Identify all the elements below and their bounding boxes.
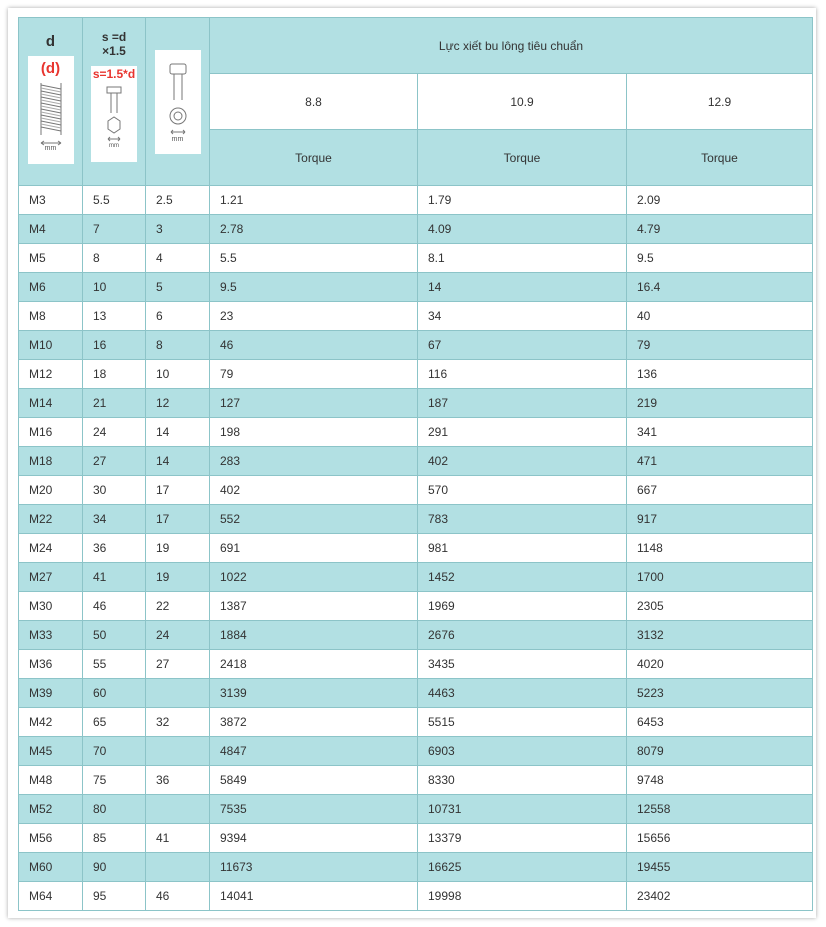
cell-torque-10-9: 783 [418,505,627,534]
cell-s: 46 [83,592,146,621]
cell-size: M24 [19,534,83,563]
table-row [19,563,813,592]
cell-s: 27 [83,447,146,476]
cell-torque-12-9: 40 [627,302,813,331]
cell-torque-8-8: 5.5 [210,244,418,273]
table-title: Lực xiết bu lông tiêu chuẩn [210,18,813,74]
cell-torque-10-9: 13379 [418,824,627,853]
cell-k [146,853,210,882]
cell-size: M14 [19,389,83,418]
cell-torque-12-9: 12558 [627,795,813,824]
cell-size: M64 [19,882,83,911]
cell-size: M36 [19,650,83,679]
cell-torque-8-8: 1884 [210,621,418,650]
cell-k: 32 [146,708,210,737]
table-row [19,766,813,795]
cell-torque-10-9: 10731 [418,795,627,824]
table-row [19,505,813,534]
torque-label-12-9: Torque [627,130,813,186]
cell-torque-8-8: 1022 [210,563,418,592]
table-card [8,8,816,918]
cell-torque-12-9: 6453 [627,708,813,737]
cell-torque-8-8: 9394 [210,824,418,853]
grade-header-10-9: 10.9 [418,74,627,130]
table-row [19,447,813,476]
cell-torque-12-9: 16.4 [627,273,813,302]
cell-k: 2.5 [146,186,210,215]
table-row [19,853,813,882]
cell-s: 80 [83,795,146,824]
table-row [19,737,813,766]
table-row [19,679,813,708]
cell-k: 17 [146,505,210,534]
cell-torque-12-9: 9.5 [627,244,813,273]
cell-size: M33 [19,621,83,650]
table-row [19,302,813,331]
cell-torque-10-9: 8330 [418,766,627,795]
s-image-label: s=1.5*d [92,67,136,81]
cell-s: 65 [83,708,146,737]
cell-size: M60 [19,853,83,882]
cell-torque-8-8: 11673 [210,853,418,882]
table-row [19,621,813,650]
cell-torque-10-9: 402 [418,447,627,476]
cell-torque-12-9: 667 [627,476,813,505]
cell-s: 30 [83,476,146,505]
cell-torque-12-9: 8079 [627,737,813,766]
cell-torque-8-8: 2.78 [210,215,418,244]
cell-s: 75 [83,766,146,795]
cell-size: M4 [19,215,83,244]
cell-s: 70 [83,737,146,766]
cell-torque-8-8: 198 [210,418,418,447]
cell-torque-8-8: 127 [210,389,418,418]
grade-header-8-8: 8.8 [210,74,418,130]
cell-torque-8-8: 1387 [210,592,418,621]
cell-k: 27 [146,650,210,679]
cell-k [146,795,210,824]
cell-size: M8 [19,302,83,331]
cell-torque-10-9: 3435 [418,650,627,679]
cell-torque-10-9: 187 [418,389,627,418]
cell-torque-12-9: 219 [627,389,813,418]
cell-torque-10-9: 1452 [418,563,627,592]
cell-torque-8-8: 691 [210,534,418,563]
cell-size: M45 [19,737,83,766]
col-header-s [83,18,146,186]
cell-s: 95 [83,882,146,911]
cell-torque-8-8: 3139 [210,679,418,708]
threaded-bolt-icon [28,56,74,164]
col-header-d [19,18,83,186]
torque-label-8-8: Torque [210,130,418,186]
cell-torque-10-9: 67 [418,331,627,360]
cell-size: M5 [19,244,83,273]
cell-size: M16 [19,418,83,447]
cell-torque-12-9: 917 [627,505,813,534]
cell-torque-10-9: 5515 [418,708,627,737]
table-row [19,795,813,824]
cell-torque-8-8: 7535 [210,795,418,824]
cell-torque-12-9: 136 [627,360,813,389]
cell-k: 24 [146,621,210,650]
table-row [19,476,813,505]
table-row [19,360,813,389]
cell-torque-8-8: 14041 [210,882,418,911]
cell-k [146,737,210,766]
cell-torque-10-9: 570 [418,476,627,505]
cell-torque-8-8: 283 [210,447,418,476]
cell-torque-12-9: 1148 [627,534,813,563]
cell-torque-10-9: 4.09 [418,215,627,244]
cell-size: M48 [19,766,83,795]
cell-torque-10-9: 16625 [418,853,627,882]
table-row [19,273,813,302]
cell-torque-12-9: 19455 [627,853,813,882]
cell-torque-12-9: 2305 [627,592,813,621]
cell-torque-12-9: 2.09 [627,186,813,215]
cell-k: 14 [146,418,210,447]
cell-s: 18 [83,360,146,389]
cell-size: M20 [19,476,83,505]
cell-s: 85 [83,824,146,853]
cell-k: 12 [146,389,210,418]
cell-torque-10-9: 14 [418,273,627,302]
cell-size: M30 [19,592,83,621]
cell-k: 3 [146,215,210,244]
cell-torque-8-8: 23 [210,302,418,331]
cell-s: 8 [83,244,146,273]
cell-s: 34 [83,505,146,534]
cell-torque-12-9: 9748 [627,766,813,795]
cell-torque-8-8: 1.21 [210,186,418,215]
cell-k: 36 [146,766,210,795]
cell-torque-10-9: 2676 [418,621,627,650]
cell-k: 46 [146,882,210,911]
d-label: d [45,33,56,50]
cell-size: M27 [19,563,83,592]
cell-torque-10-9: 981 [418,534,627,563]
cell-s: 41 [83,563,146,592]
cell-s: 13 [83,302,146,331]
cell-torque-12-9: 23402 [627,882,813,911]
table-row [19,708,813,737]
cell-s: 55 [83,650,146,679]
cell-s: 50 [83,621,146,650]
cell-k: 19 [146,563,210,592]
cell-torque-8-8: 9.5 [210,273,418,302]
cell-torque-10-9: 291 [418,418,627,447]
cell-torque-12-9: 79 [627,331,813,360]
cell-k: 14 [146,447,210,476]
torque-table [18,17,813,911]
cell-torque-8-8: 402 [210,476,418,505]
cell-size: M18 [19,447,83,476]
cell-torque-10-9: 4463 [418,679,627,708]
cell-k: 19 [146,534,210,563]
cell-torque-8-8: 5849 [210,766,418,795]
table-body [19,186,813,911]
col-header-k [146,18,210,186]
table-row [19,389,813,418]
cell-size: M3 [19,186,83,215]
cell-torque-12-9: 341 [627,418,813,447]
cell-k: 6 [146,302,210,331]
cell-s: 60 [83,679,146,708]
cell-size: M42 [19,708,83,737]
cell-torque-12-9: 5223 [627,679,813,708]
cell-k [146,679,210,708]
cell-s: 24 [83,418,146,447]
s-label-line1: s =d [101,30,127,44]
cell-k: 22 [146,592,210,621]
s-label-line2: ×1.5 [102,44,126,58]
cell-size: M39 [19,679,83,708]
cell-torque-12-9: 471 [627,447,813,476]
cell-torque-12-9: 1700 [627,563,813,592]
k-unit-label: mm [171,135,184,143]
cell-s: 7 [83,215,146,244]
cell-size: M10 [19,331,83,360]
table-row [19,824,813,853]
cell-torque-12-9: 4.79 [627,215,813,244]
table-row [19,186,813,215]
cell-s: 21 [83,389,146,418]
socket-head-bolt-icon [155,50,201,154]
cell-torque-10-9: 116 [418,360,627,389]
table-row [19,244,813,273]
cell-size: M52 [19,795,83,824]
cell-torque-12-9: 4020 [627,650,813,679]
cell-torque-10-9: 34 [418,302,627,331]
grade-header-12-9: 12.9 [627,74,813,130]
table-row [19,592,813,621]
cell-size: M12 [19,360,83,389]
cell-size: M56 [19,824,83,853]
table-row [19,418,813,447]
table-row [19,534,813,563]
cell-torque-8-8: 552 [210,505,418,534]
cell-k: 8 [146,331,210,360]
cell-torque-10-9: 1969 [418,592,627,621]
cell-torque-8-8: 46 [210,331,418,360]
table-row [19,650,813,679]
cell-torque-10-9: 8.1 [418,244,627,273]
cell-torque-8-8: 3872 [210,708,418,737]
cell-torque-8-8: 2418 [210,650,418,679]
cell-k: 10 [146,360,210,389]
cell-s: 5.5 [83,186,146,215]
table-row [19,215,813,244]
cell-k: 4 [146,244,210,273]
cell-torque-10-9: 19998 [418,882,627,911]
cell-k: 41 [146,824,210,853]
d-image-label: (d) [40,60,61,77]
cell-k: 17 [146,476,210,505]
cell-size: M6 [19,273,83,302]
s-unit-label: mm [109,143,119,149]
cell-torque-8-8: 79 [210,360,418,389]
cell-torque-10-9: 1.79 [418,186,627,215]
cell-s: 36 [83,534,146,563]
cell-s: 10 [83,273,146,302]
cell-s: 90 [83,853,146,882]
hex-bolt-icon [91,66,137,162]
table-row [19,882,813,911]
cell-k: 5 [146,273,210,302]
cell-torque-10-9: 6903 [418,737,627,766]
cell-size: M22 [19,505,83,534]
cell-torque-8-8: 4847 [210,737,418,766]
torque-label-10-9: Torque [418,130,627,186]
table-row [19,331,813,360]
cell-torque-12-9: 3132 [627,621,813,650]
d-unit-label: mm [44,145,57,152]
cell-torque-12-9: 15656 [627,824,813,853]
cell-s: 16 [83,331,146,360]
